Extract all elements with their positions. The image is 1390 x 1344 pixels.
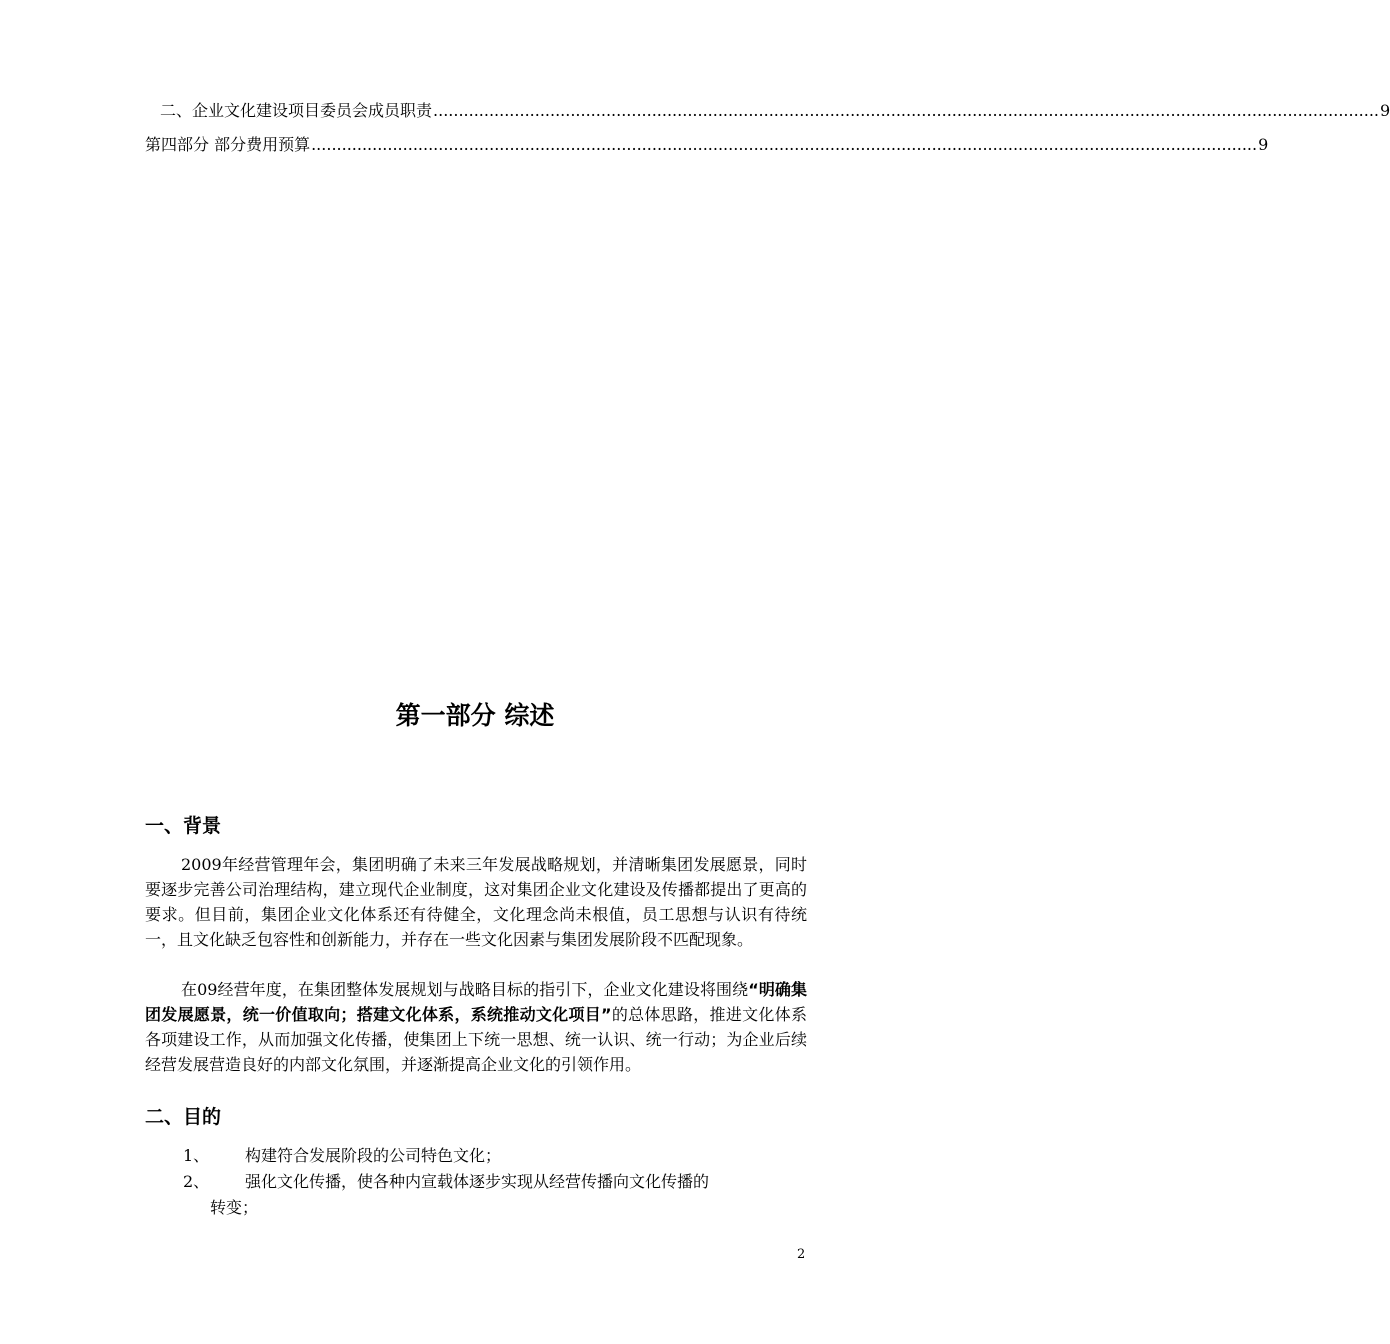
toc-entry-text: 第四部分 部分费用预算: [145, 135, 311, 154]
paragraph-bold-text: “明确集团发展愿景，统一价值取向；搭建文化体系，系统推动文化项目”: [145, 980, 807, 1024]
toc-entry-text: 二、企业文化建设项目委员会成员职责: [160, 101, 433, 120]
purpose-list-item-2: [183, 1169, 807, 1221]
toc-entry-page: 9: [1380, 101, 1390, 120]
page-number: 2: [797, 1247, 806, 1262]
paragraph-text: 在09经营年度，在集团整体发展规划与战略目标的指引下，企业文化建设将围绕: [181, 980, 749, 999]
list-number: 1、: [183, 1146, 210, 1165]
background-paragraph-1: 2009年经营管理年会，集团明确了未来三年发展战略规划，并清晰集团发展愿景，同时要逐步完善公司治理结构，建立现代企业制度，这对集团企业文化建设及传播都提出了更高的要求。但目前，集团企业文化体系还有待健全，文化理念尚未根值，员工思想与认识有待统一，且文化缺乏包容性和创新能力，并存在一些文化因素与集团发展阶段不匹配现象。: [145, 855, 807, 949]
purpose-list-item-1: [183, 1143, 807, 1169]
toc-entry-budget[interactable]: [145, 132, 1269, 156]
part-title: 第一部分 综述: [395, 701, 555, 730]
background-paragraph-2: [145, 977, 807, 1077]
list-text: 构建符合发展阶段的公司特色文化；: [245, 1146, 502, 1165]
section-heading-purpose: 二、目的: [145, 1106, 222, 1128]
toc-dot-leader: ..........................................................................................................................................................................................: [311, 135, 1258, 154]
list-text-continuation: 转变；: [210, 1198, 259, 1217]
toc-dot-leader: ..........................................................................................................................................................................................: [433, 101, 1379, 120]
paragraph-text: 的总体思路，推进文化体系各项建设工作，从而加强文化传播，使集团上下统一思想、统一认识、统一行动；为企业后续经营发展营造良好的内部文化氛围，并逐渐提高企业文化的引领作用。: [145, 1005, 807, 1074]
toc-entry-committee-duties[interactable]: [160, 98, 1390, 122]
section-heading-background: 一、背景: [145, 815, 222, 837]
list-text: 强化文化传播，使各种内宣载体逐步实现从经营传播向文化传播的: [245, 1172, 710, 1191]
toc-entry-page: 9: [1258, 135, 1269, 154]
list-number: 2、: [183, 1172, 210, 1191]
